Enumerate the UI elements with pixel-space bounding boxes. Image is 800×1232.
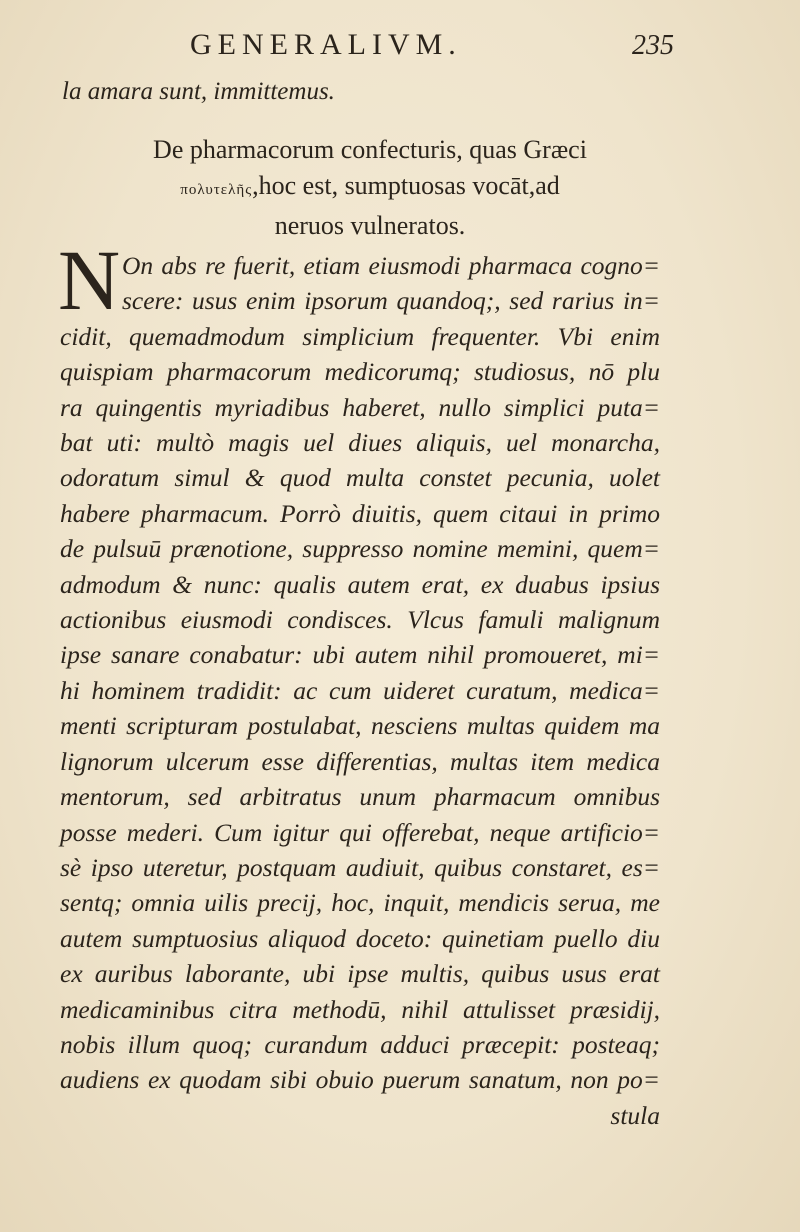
body-line: audiens ex quodam sibi obuio puerum sanatum, non po= xyxy=(60,1065,660,1095)
greek-word: πολυτελῆς xyxy=(180,182,253,198)
body-line: hi hominem tradidit: ac cum uideret curatum, medica= xyxy=(60,675,660,705)
body-line: sentq; omnia uilis precij, hoc, inquit, mendicis serua, me xyxy=(60,888,660,918)
body-line: sè ipso uteretur, postquam audiuit, quibus constaret, es= xyxy=(60,852,660,882)
body-line: bat uti: multò magis uel diues aliquis, uel monarcha, xyxy=(60,428,660,458)
carryover-line: la amara sunt, immittemus. xyxy=(62,78,335,105)
body-line: scere: usus enim ipsorum quandoq;, sed rarius in= xyxy=(122,286,660,316)
body-line: odoratum simul & quod multa constet pecunia, uolet xyxy=(60,463,660,493)
body-line: habere pharmacum. Porrò diuitis, quem citaui in primo xyxy=(60,498,660,528)
body-line: ipse sanare conabatur: ubi autem nihil promoueret, mi= xyxy=(60,640,660,670)
body-line: nobis illum quoq; curandum adduci præcepit: posteaq; xyxy=(60,1029,660,1059)
section-heading-line-3: neruos vulneratos. xyxy=(274,211,466,240)
section-heading-line-1: De pharmacorum confecturis, quas Græci xyxy=(153,135,587,164)
body-line: medicaminibus citra methodū, nihil attulisset præsidij, xyxy=(60,994,660,1024)
body-line: quispiam pharmacorum medicorumq; studiosus, nō plu xyxy=(60,357,660,387)
body-line: ra quingentis myriadibus haberet, nullo simplici puta= xyxy=(60,392,660,422)
catchword: stula xyxy=(610,1100,660,1130)
body-line: ex auribus laborante, ubi ipse multis, quibus usus erat xyxy=(60,959,660,989)
running-head: GENERALIVM. xyxy=(190,28,462,61)
body-line: On abs re fuerit, etiam eiusmodi pharmaca cogno= xyxy=(122,251,660,280)
body-line: menti scripturam postulabat, nesciens multas quidem ma xyxy=(60,711,660,741)
body-line: posse mederi. Cum igitur qui offerebat, neque artificio= xyxy=(60,817,660,847)
body-line: lignorum ulcerum esse differentias, multas item medica xyxy=(60,746,660,776)
section-heading-line-2 xyxy=(60,168,680,208)
body-line: actionibus eiusmodi condisces. Vlcus famuli malignum xyxy=(60,605,660,635)
page-number: 235 xyxy=(632,30,674,61)
body-line: de pulsuū prænotione, suppresso nomine memini, quem= xyxy=(60,534,660,564)
body-line: autem sumptuosius aliquod doceto: quinetiam puello diu xyxy=(60,923,660,953)
section-heading-line-2-rest: ,hoc est, sumptuosas vocāt,ad xyxy=(252,171,560,200)
body-line: mentorum, sed arbitratus unum pharmacum omnibus xyxy=(60,782,660,812)
body-line: cidit, quemadmodum simplicium frequenter. Vbi enim xyxy=(60,321,660,351)
section-heading xyxy=(60,132,680,244)
body-line: admodum & nunc: qualis autem erat, ex duabus ipsius xyxy=(60,569,660,599)
body-text xyxy=(60,248,660,1133)
drop-cap: N xyxy=(58,232,121,328)
